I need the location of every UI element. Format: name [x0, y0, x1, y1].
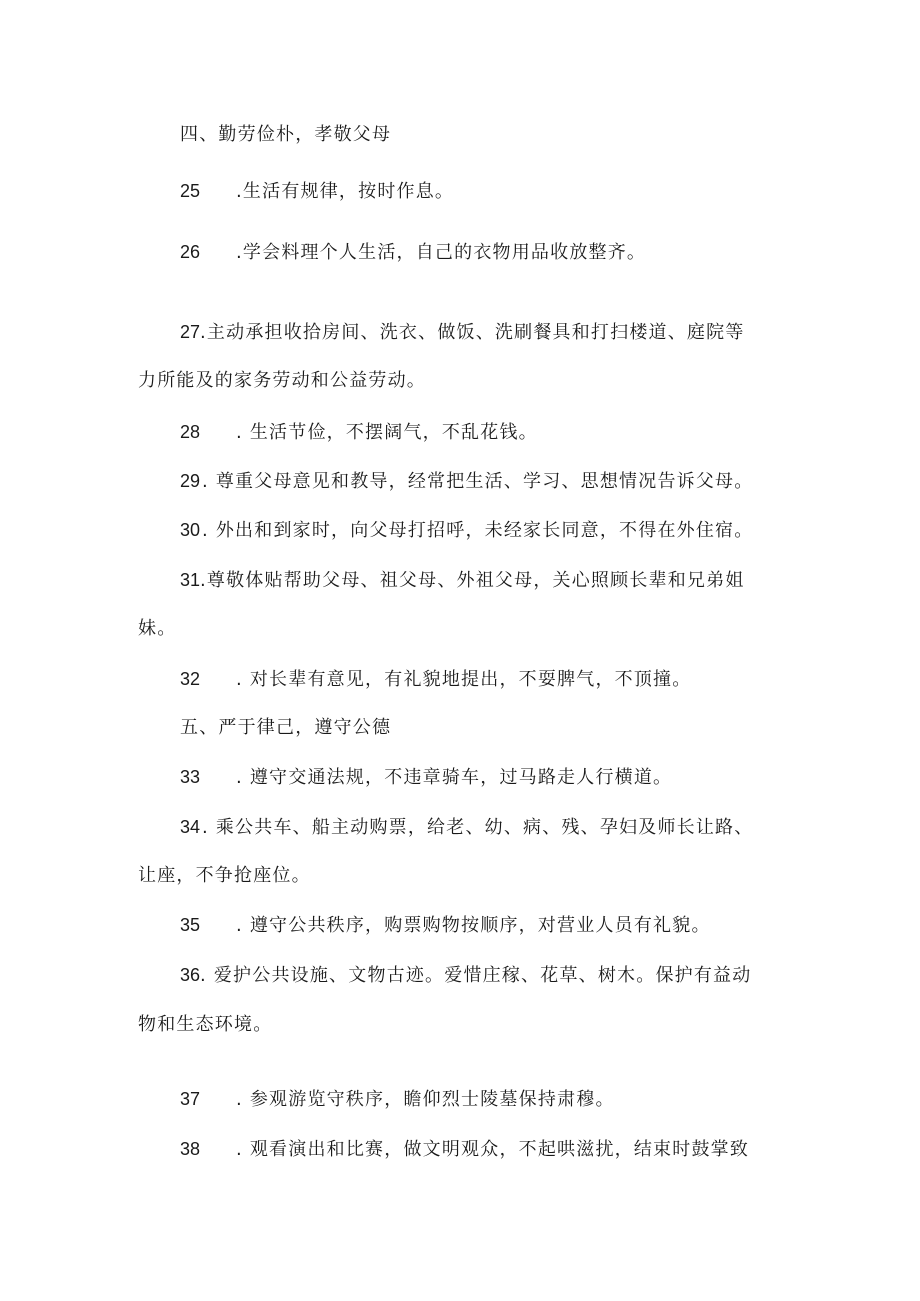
item-33	[180, 765, 672, 790]
item-text: . 遵守交通法规，不违章骑车，过马路走人行横道。	[236, 767, 673, 788]
item-28	[180, 420, 538, 445]
item-text: . 爱护公共设施、文物古迹。爱惜庄稼、花草、树木。保护有益动	[200, 965, 752, 986]
item-text: . 观看演出和比赛，做文明观众，不起哄滋扰，结束时鼓掌致	[236, 1139, 750, 1160]
item-38	[180, 1137, 749, 1162]
item-number: 35	[180, 915, 201, 935]
item-number: 31	[180, 570, 201, 590]
section-heading-text: 四、勤劳俭朴，孝敬父母	[180, 124, 392, 145]
item-text: .尊敬体贴帮助父母、祖父母、外祖父母，关心照顾长辈和兄弟姐	[200, 570, 745, 591]
item-text: . 外出和到家时，向父母打招呼，未经家长同意，不得在外住宿。	[202, 520, 754, 541]
item-number: 37	[180, 1089, 201, 1109]
item-31-continuation	[138, 617, 176, 641]
item-number: 28	[180, 422, 201, 442]
item-number: 30	[180, 520, 201, 540]
item-37	[180, 1087, 615, 1112]
item-number: 36	[180, 965, 201, 985]
item-34	[180, 815, 753, 840]
item-29	[180, 469, 753, 494]
item-number: 34	[180, 817, 201, 837]
item-text: .学会料理个人生活，自己的衣物用品收放整齐。	[236, 242, 647, 263]
item-text: . 遵守公共秩序，购票购物按顺序，对营业人员有礼貌。	[236, 915, 711, 936]
item-text: .主动承担收拾房间、洗衣、做饭、洗刷餐具和打扫楼道、庭院等	[200, 322, 745, 343]
section-heading-4	[180, 123, 391, 147]
item-text: . 尊重父母意见和教导，经常把生活、学习、思想情况告诉父母。	[202, 471, 754, 492]
item-number: 33	[180, 767, 201, 787]
item-35	[180, 913, 711, 938]
item-text: .生活有规律，按时作息。	[236, 181, 455, 202]
item-27-continuation	[138, 369, 426, 393]
item-31	[180, 568, 745, 593]
item-text: . 乘公共车、船主动购票，给老、幼、病、残、孕妇及师长让路、	[202, 817, 754, 838]
section-heading-text: 五、严于律己，遵守公德	[180, 717, 392, 738]
item-text-continuation: 妹。	[138, 618, 177, 639]
item-32	[180, 667, 691, 692]
item-26	[180, 240, 646, 265]
item-36	[180, 963, 751, 988]
item-25	[180, 179, 454, 204]
item-number: 29	[180, 471, 201, 491]
item-34-continuation	[138, 864, 311, 888]
item-text-continuation: 力所能及的家务劳动和公益劳动。	[138, 370, 426, 391]
item-number: 27	[180, 322, 201, 342]
item-36-continuation	[138, 1013, 272, 1037]
section-heading-5	[180, 716, 391, 740]
item-number: 32	[180, 669, 201, 689]
item-text-continuation: 让座，不争抢座位。	[138, 865, 311, 886]
item-30	[180, 518, 753, 543]
item-27	[180, 320, 745, 345]
item-number: 26	[180, 242, 201, 262]
item-text: . 参观游览守秩序，瞻仰烈士陵墓保持肃穆。	[236, 1089, 615, 1110]
item-text: . 对长辈有意见，有礼貌地提出，不耍脾气，不顶撞。	[236, 669, 692, 690]
item-number: 25	[180, 181, 201, 201]
item-text-continuation: 物和生态环境。	[138, 1014, 273, 1035]
item-text: . 生活节俭，不摆阔气，不乱花钱。	[236, 422, 538, 443]
item-number: 38	[180, 1139, 201, 1159]
